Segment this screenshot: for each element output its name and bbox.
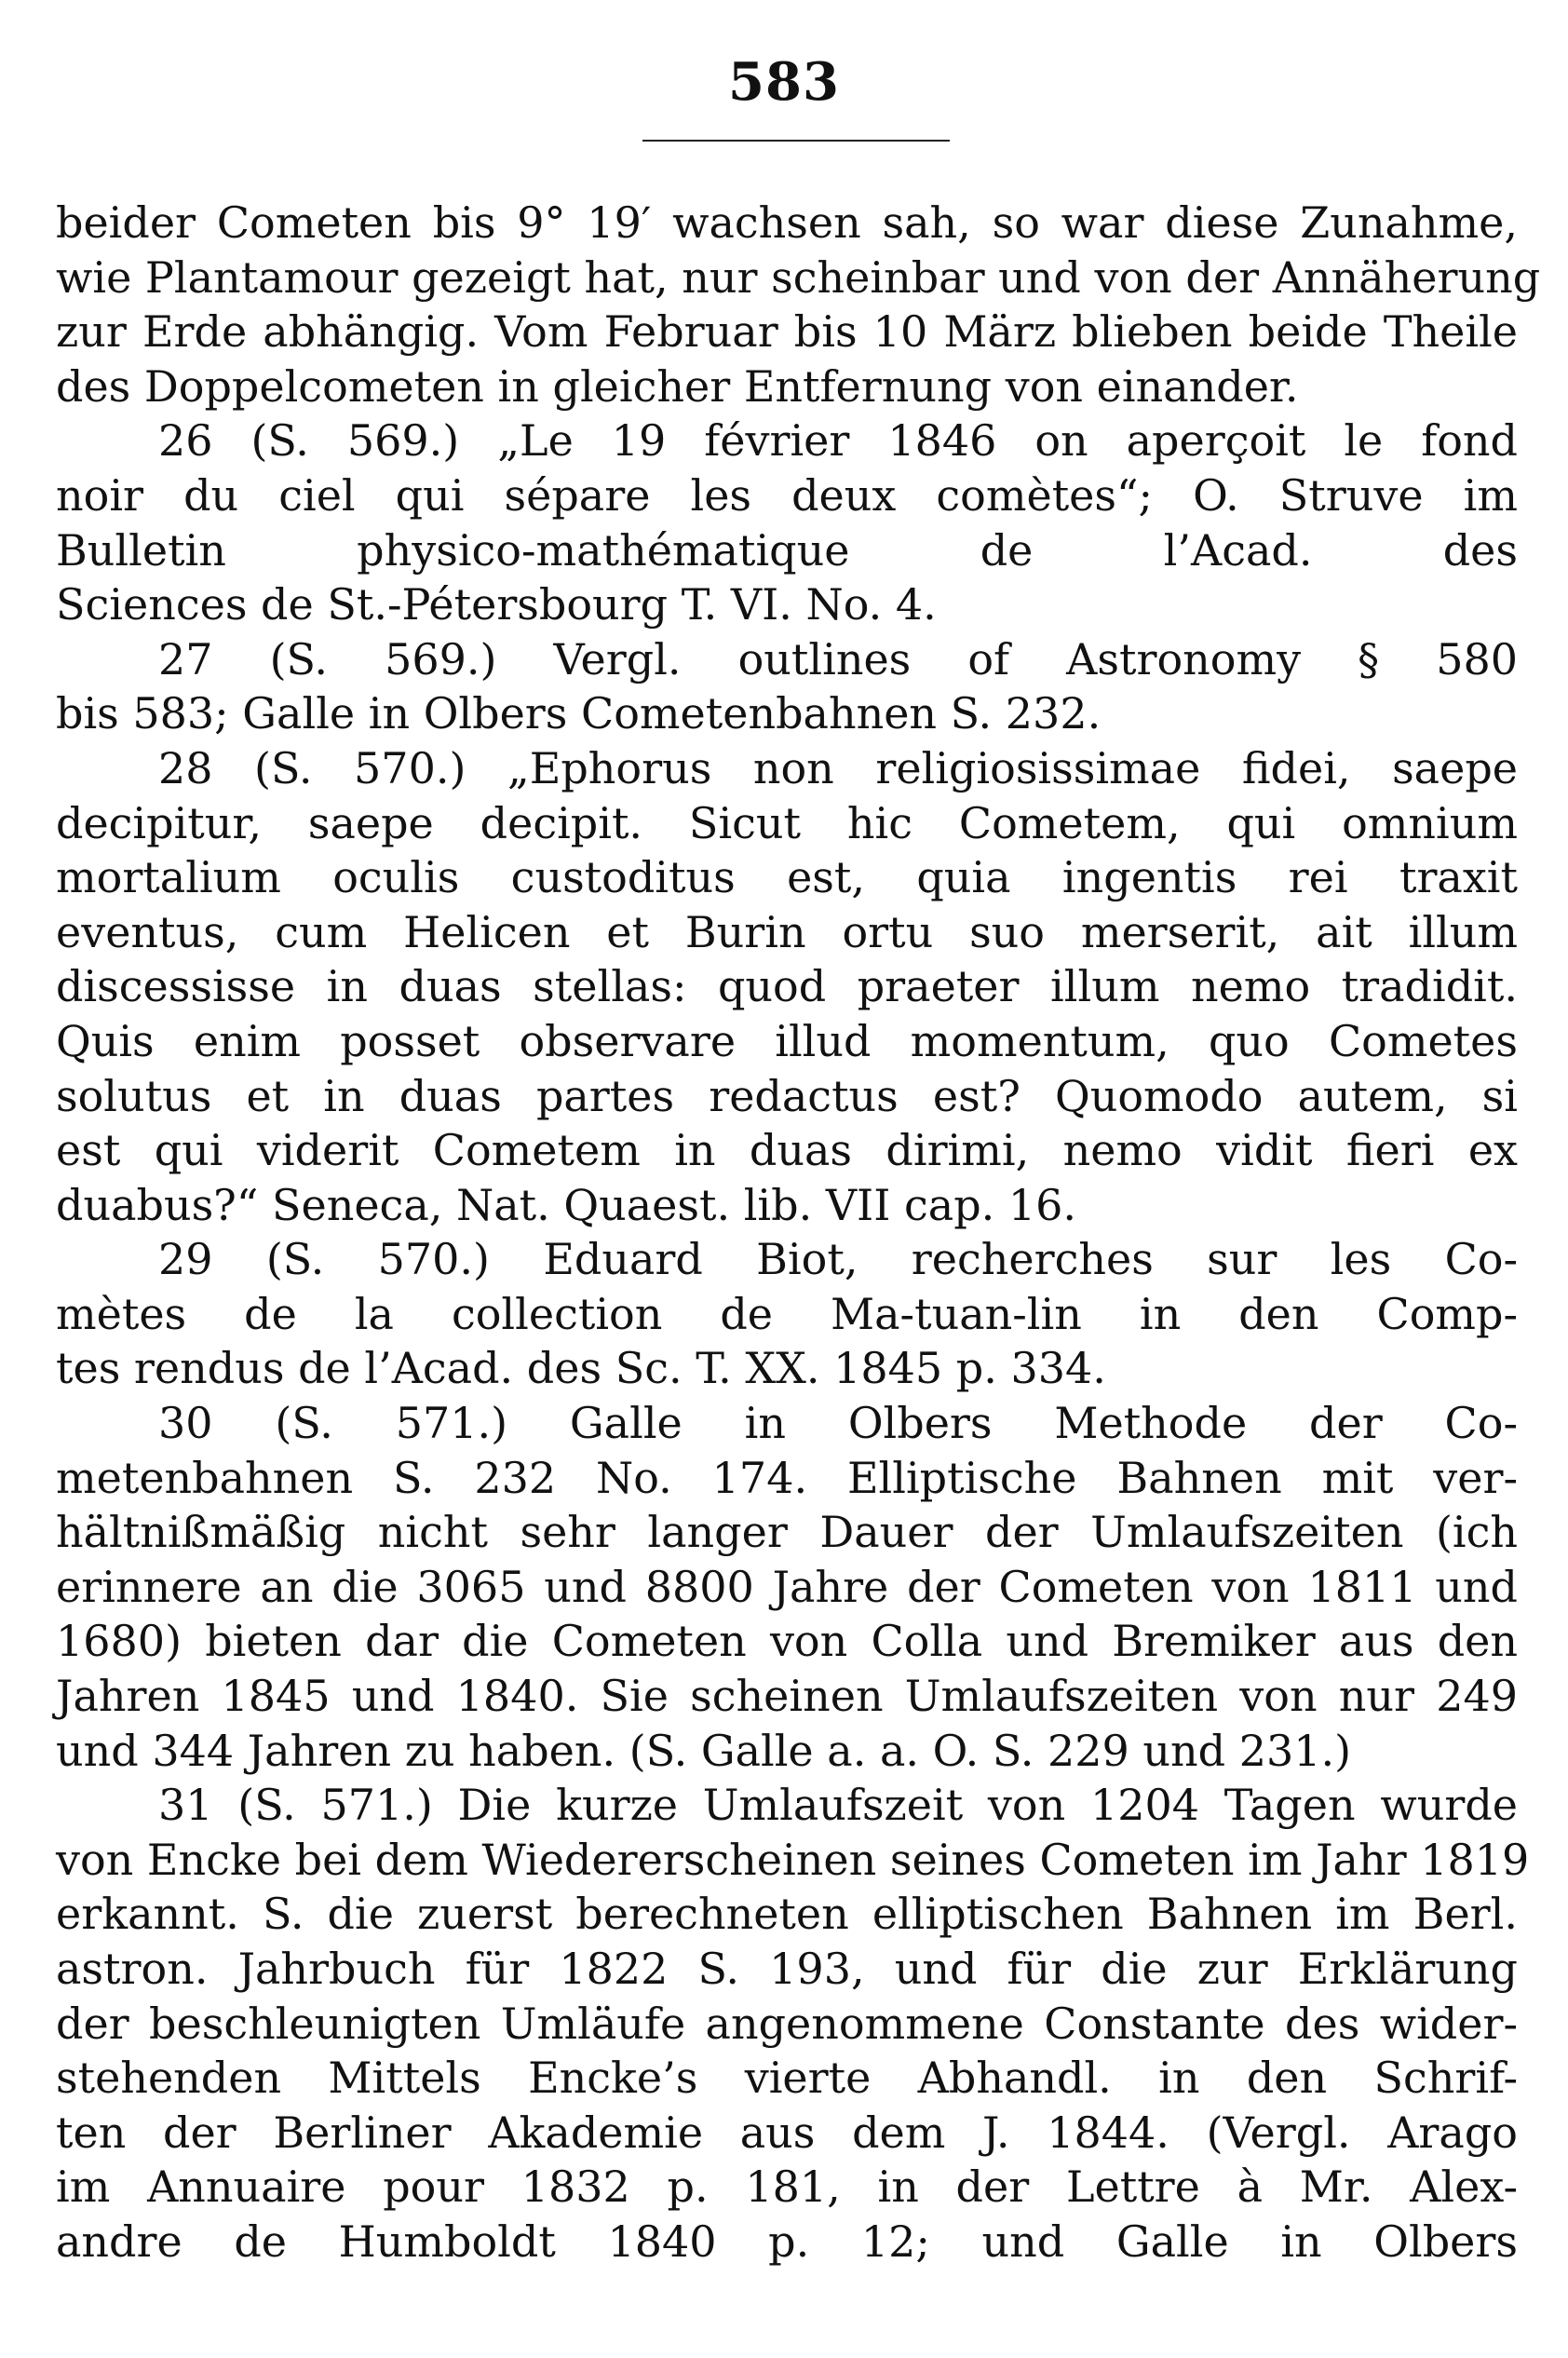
text-line: und 344 Jahren zu haben. (S. Galle a. a. O. S. 229 und 231.) bbox=[56, 1725, 1352, 1776]
text-line: bis 583; Galle in Olbers Cometenbahnen S. 232. bbox=[56, 688, 1102, 739]
text-line: solutus et in duas partes redactus est? Quomodo autem, si bbox=[56, 1070, 1518, 1121]
text-line: tes rendus de l’Acad. des Sc. T. XX. 1845 p. 334. bbox=[56, 1343, 1106, 1394]
text-line: 1680) bieten dar die Cometen von Colla und Bremiker aus den bbox=[56, 1616, 1518, 1667]
text-line: metenbahnen S. 232 No. 174. Elliptische Bahnen mit ver- bbox=[56, 1452, 1518, 1503]
text-line: der beschleunigten Umläufe angenommene Constante des wider- bbox=[56, 1998, 1518, 2049]
text-line: Jahren 1845 und 1840. Sie scheinen Umlaufszeiten von nur 249 bbox=[56, 1671, 1518, 1722]
footnote-28-start: 28 (S. 570.) „Ephorus non religiosissimae fidei, saepe bbox=[158, 742, 1518, 793]
text-line: astron. Jahrbuch für 1822 S. 193, und für die zur Erklärung bbox=[56, 1944, 1518, 1994]
text-line: erkannt. S. die zuerst berechneten elliptischen Bahnen im Berl. bbox=[56, 1889, 1518, 1940]
text-line: beider Cometen bis 9° 19′ wachsen sah, so war diese Zunahme, bbox=[56, 197, 1518, 248]
page-number: 583 bbox=[728, 51, 840, 113]
text-line: im Annuaire pour 1832 p. 181, in der Lettre à Mr. Alex- bbox=[56, 2162, 1518, 2213]
text-line: duabus?“ Seneca, Nat. Quaest. lib. VII cap. 16. bbox=[56, 1179, 1077, 1230]
text-line: hältnißmäßig nicht sehr langer Dauer der Umlaufszeiten (ich bbox=[56, 1507, 1518, 1558]
text-line: discessisse in duas stellas: quod praeter illum nemo tradidit. bbox=[56, 961, 1518, 1012]
text-line: zur Erde abhängig. Vom Februar bis 10 März blieben beide Theile bbox=[56, 306, 1518, 358]
text-line: erinnere an die 3065 und 8800 Jahre der Cometen von 1811 und bbox=[56, 1561, 1518, 1612]
text-line: eventus, cum Helicen et Burin ortu suo merserit, ait illum bbox=[56, 906, 1518, 957]
footnote-31-start: 31 (S. 571.) Die kurze Umlaufszeit von 1204 Tagen wurde bbox=[158, 1780, 1518, 1831]
footnote-text-block bbox=[56, 196, 1541, 2270]
header-rule bbox=[642, 140, 950, 142]
text-line: Sciences de St.-Pétersbourg T. VI. No. 4. bbox=[56, 579, 937, 630]
footnote-27-start: 27 (S. 569.) Vergl. outlines of Astronomy § 580 bbox=[158, 633, 1518, 684]
text-line: stehenden Mittels Encke’s vierte Abhandl. in den Schrif- bbox=[56, 2053, 1518, 2104]
text-line: noir du ciel qui sépare les deux comètes“; O. Struve im bbox=[56, 469, 1518, 521]
text-line: ten der Berliner Akademie aus dem J. 1844. (Vergl. Arago bbox=[56, 2107, 1518, 2158]
text-line: mortalium oculis custoditus est, quia ingentis rei traxit bbox=[56, 852, 1518, 903]
text-line: decipitur, saepe decipit. Sicut hic Cometem, qui omnium bbox=[56, 797, 1518, 848]
text-line: Quis enim posset observare illud momentum, quo Cometes bbox=[56, 1015, 1518, 1066]
footnote-29-start: 29 (S. 570.) Eduard Biot, recherches sur les Co- bbox=[158, 1234, 1518, 1285]
text-line: est qui viderit Cometem in duas dirimi, nemo vidit fieri ex bbox=[56, 1125, 1518, 1176]
footnote-30-start: 30 (S. 571.) Galle in Olbers Methode der Co- bbox=[158, 1398, 1518, 1449]
text-line: des Doppelcometen in gleicher Entfernung von einander. bbox=[56, 360, 1299, 412]
footnote-26-start: 26 (S. 569.) „Le 19 février 1846 on aperçoit le fond bbox=[158, 415, 1518, 467]
text-line: andre de Humboldt 1840 p. 12; und Galle in Olbers bbox=[56, 2216, 1518, 2267]
text-line: wie Plantamour gezeigt hat, nur scheinbar und von der Annäherung bbox=[56, 251, 1541, 303]
text-line: von Encke bei dem Wiedererscheinen seines Cometen im Jahr 1819 bbox=[56, 1834, 1530, 1885]
text-line: mètes de la collection de Ma-tuan-lin in den Comp- bbox=[56, 1288, 1518, 1339]
text-line: Bulletin physico-mathématique de l’Acad. des bbox=[56, 524, 1518, 576]
